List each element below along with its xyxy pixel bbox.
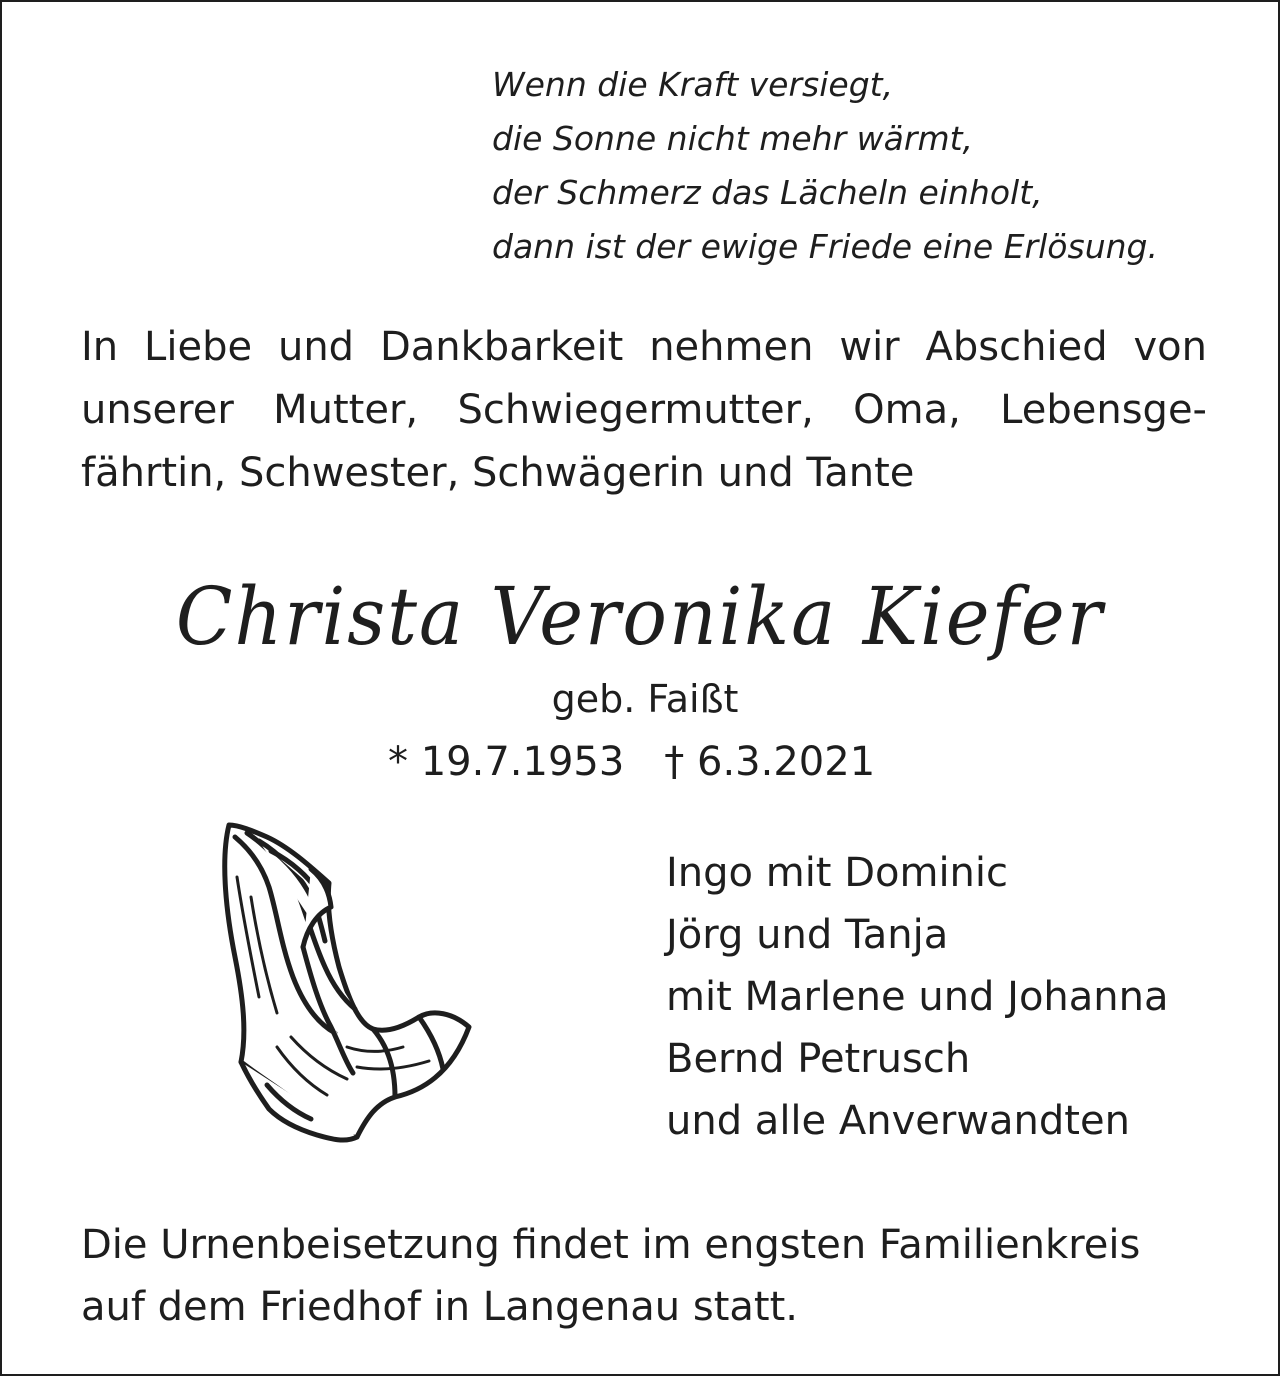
birth-date: * 19.7.1953 <box>388 739 625 785</box>
list-item: Bernd Petrusch <box>666 1036 971 1082</box>
mourners-list <box>666 842 1256 1152</box>
notice-line: auf dem Friedhof in Langenau statt. <box>81 1284 798 1330</box>
poem-line: Wenn die Kraft versiegt, <box>492 65 894 104</box>
poem-line: dann ist der ewige Friede eine Erlösung. <box>492 227 1158 266</box>
list-item: und alle Anverwandten <box>666 1098 1130 1144</box>
list-item: mit Marlene und Johanna <box>666 974 1169 1020</box>
deceased-name: Christa Veronika Kiefer <box>175 570 1105 664</box>
maiden-name: geb. Faißt <box>551 677 739 721</box>
list-item: Jörg und Tanja <box>666 912 949 958</box>
notice-line: Die Urnenbeisetzung findet im engsten Familienkreis <box>81 1222 1141 1268</box>
burial-notice <box>81 1214 1231 1338</box>
life-dates <box>388 732 988 792</box>
intro-line: fährtin, Schwester, Schwägerin und Tante <box>81 450 915 496</box>
intro-line: In Liebe und Dankbarkeit nehmen wir Abschied von <box>81 324 1207 370</box>
list-item: Ingo mit Dominic <box>666 850 1009 896</box>
poem-line: der Schmerz das Lächeln einholt, <box>492 173 1043 212</box>
poem <box>492 58 1252 274</box>
praying-hands-icon <box>207 817 477 1147</box>
intro-text <box>81 316 1207 505</box>
poem-line: die Sonne nicht mehr wärmt, <box>492 119 974 158</box>
intro-line: unserer Mutter, Schwiegermutter, Oma, Lebensge- <box>81 387 1207 433</box>
death-date: † 6.3.2021 <box>664 739 876 785</box>
